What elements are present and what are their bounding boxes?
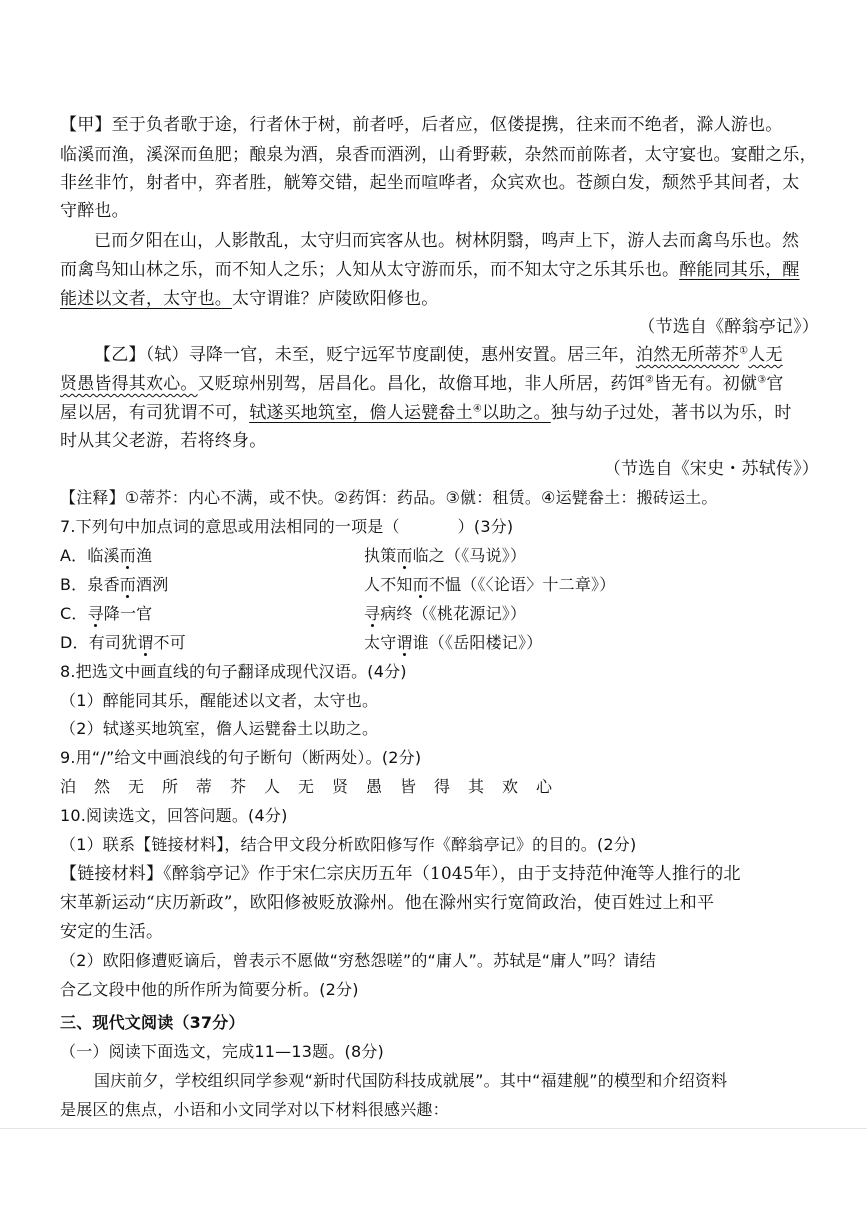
passage-jia-p2-line-1: 已而夕阳在山，人影散乱，太守归而宾客从也。树林阴翳，鸣声上下，游人去而禽鸟乐也。然 [94,231,800,251]
footnote-mark-1: ① [739,345,749,357]
question-8-sentence-2: （2）轼遂买地筑室，儋人运甓畚土以助之。 [60,719,379,738]
option-b-right: 人不知而不愠（《〈论语〉十二章》） [364,575,616,594]
option-c-left: 寻降一官 [87,604,153,623]
footnote-mark-3: ③ [757,374,767,386]
section-3-paragraph-line-1: 国庆前夕，学校组织同学参观“新时代国防科技成就展”。其中“福建舰”的模型和介绍资料 [94,1071,728,1090]
passage-jia-source: （节选自《醉翁亭记》） [638,317,819,337]
question-10-sub-2-line-2: 合乙文段中他的所作所为简要分析。(2分) [60,980,359,999]
passage-yi-line-1: 【乙】（轼）寻降一官，未至，贬宁远军节度副使，惠州安置。居三年，泊然无所蒂芥①人无 [94,345,783,365]
question-7-option-b: B．泉香而酒洌 人不知而不愠（《〈论语〉十二章》） [60,572,820,598]
question-9-stem: 9.用“/”给文中画浪线的句子断句（断两处）。(2分) [60,748,422,767]
passage-yi-line-3: 屋以居，有司犹谓不可，轼遂买地筑室，儋人运甓畚土④以助之。独与幼子过处，著书以为乐，时 [60,403,792,423]
underlined-sentence-part-1: 醉能同其乐，醒 [679,260,800,280]
question-10-sub-2-line-1: （2）欧阳修遭贬谪后，曾表示不愿做“穷愁怨嗟”的“庸人”。苏轼是“庸人”吗？请结 [60,951,656,970]
passage-jia-line-2: 临溪而渔，溪深而鱼肥；酿泉为酒，泉香而酒洌，山肴野蔌，杂然而前陈者，太守宴也。宴酣之乐， [60,145,817,165]
footnote-mark-2: ② [644,374,654,386]
section-3-paragraph-line-2: 是展区的焦点，小语和小文同学对以下材料很感兴趣： [60,1100,449,1119]
underlined-sentence-part-2: 能述以文者，太守也。 [60,289,232,309]
link-material-line-3: 安定的生活。 [60,922,164,942]
section-3-subtitle: （一）阅读下面选文，完成11—13题。(8分) [60,1042,384,1061]
wavy-sentence-part-2: 贤愚皆得其欢心。 [60,374,198,394]
question-10-stem: 10.阅读选文，回答问题。(4分) [60,806,288,825]
question-7-option-c: C．寻降一官 寻病终（《桃花源记》） [60,601,820,627]
question-7-stem: 7.下列句中加点词的意思或用法相同的一项是（ ）(3分) [60,517,514,536]
passage-jia-line-4: 守醉也。 [60,201,129,221]
passage-yi-line-4: 时从其父老游，若将终身。 [60,431,267,451]
passage-jia-p2-line-2: 而禽鸟知山林之乐，而不知人之乐；人知从太守游而乐，而不知太守之乐其乐也。醉能同其乐，醒 [60,260,800,280]
passage-yi-line-2: 贤愚皆得其欢心。又贬琼州别驾，居昌化。昌化，故儋耳地，非人所居，药饵②皆无有。初僦③官 [60,374,784,394]
question-9-characters: 泊 然 无 所 蒂 芥 人 无 贤 愚 皆 得 其 欢 心 [60,777,553,796]
option-a-left: 临溪而渔 [87,546,153,565]
wavy-sentence-part-1: 泊然无所蒂芥 [635,345,740,365]
link-material-line-1: 【链接材料】《醉翁亭记》作于宋仁宗庆历五年（1045年），由于支持范仲淹等人推行的北 [60,864,741,884]
page-divider [0,1128,867,1129]
question-10-sub-1: （1）联系【链接材料】，结合甲文段分析欧阳修写作《醉翁亭记》的目的。(2分) [60,835,637,854]
option-d-right: 太守谓谁（《岳阳楼记》） [364,633,543,652]
passage-jia-p2-line-3: 能述以文者，太守也。太守谓谁？庐陵欧阳修也。 [60,289,439,309]
notes: 【注释】①蒂芥：内心不满，或不快。②药饵：药品。③僦：租赁。④运甓畚土：搬砖运土。 [60,488,718,507]
option-a-right: 执策而临之（《马说》） [364,546,527,565]
passage-jia-line-1: 【甲】至于负者歌于途，行者休于树，前者呼，后者应，伛偻提携，往来而不绝者，滁人游也。 [60,115,783,135]
option-b-left: 泉香而酒洌 [87,575,169,594]
link-material-line-2: 宋革新运动“庆历新政”，欧阳修被贬放滁州。他在滁州实行宽简政治，使百姓过上和平 [60,893,715,913]
question-7-option-a: A．临溪而渔 执策而临之（《马说》） [60,543,820,569]
question-8-sentence-1: （1）醉能同其乐，醒能述以文者，太守也。 [60,691,379,710]
question-8-stem: 8.把选文中画直线的句子翻译成现代汉语。(4分) [60,662,407,681]
passage-yi-source: （节选自《宋史・苏轼传》） [603,459,819,479]
passage-jia-line-3: 非丝非竹，射者中，弈者胜，觥筹交错，起坐而喧哗者，众宾欢也。苍颜白发，颓然乎其间者，太 [60,173,800,193]
option-d-left: 有司犹谓不可 [88,633,186,652]
underlined-sentence-yi: 轼遂买地筑室，儋人运甓畚土④以助之。 [249,403,551,423]
question-7-option-d: D．有司犹谓不可 太守谓谁（《岳阳楼记》） [60,630,820,656]
option-c-right: 寻病终（《桃花源记》） [364,604,527,623]
footnote-mark-4: ④ [472,403,482,415]
section-3-title: 三、现代文阅读（37分） [60,1013,245,1032]
